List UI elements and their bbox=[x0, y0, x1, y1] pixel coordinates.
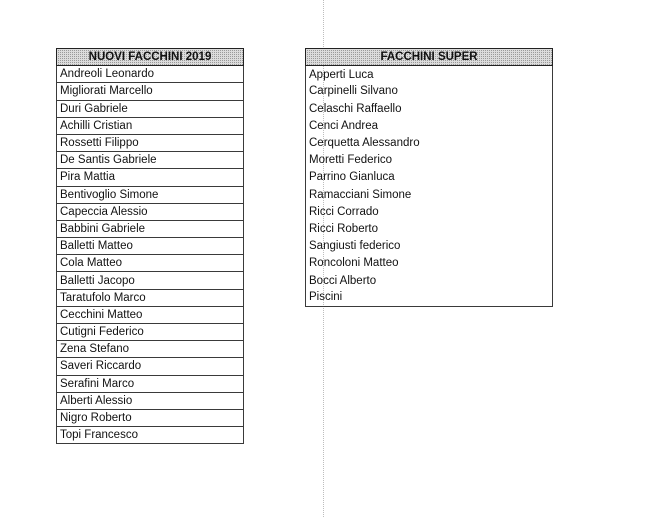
name-cell: Cerquetta Alessandro bbox=[306, 134, 553, 151]
name-cell: Parrino Gianluca bbox=[306, 169, 553, 186]
table-row bbox=[306, 238, 553, 255]
table-row bbox=[306, 220, 553, 237]
name-cell: Duri Gabriele bbox=[57, 100, 244, 117]
table-row bbox=[57, 220, 244, 237]
table-row bbox=[57, 427, 244, 444]
name-cell: Achilli Cristian bbox=[57, 117, 244, 134]
name-cell: Andreoli Leonardo bbox=[57, 66, 244, 83]
table-row bbox=[57, 117, 244, 134]
table-row bbox=[306, 289, 553, 306]
table-row bbox=[57, 375, 244, 392]
name-cell: Migliorati Marcello bbox=[57, 83, 244, 100]
table-row bbox=[306, 83, 553, 100]
table-row bbox=[57, 100, 244, 117]
name-cell: Balletti Jacopo bbox=[57, 272, 244, 289]
name-cell: Babbini Gabriele bbox=[57, 220, 244, 237]
name-cell: Ricci Roberto bbox=[306, 220, 553, 237]
table-row bbox=[57, 186, 244, 203]
table-row bbox=[306, 272, 553, 289]
table-row bbox=[57, 203, 244, 220]
name-cell: Celaschi Raffaello bbox=[306, 100, 553, 117]
name-cell: Balletti Matteo bbox=[57, 238, 244, 255]
table-row bbox=[57, 289, 244, 306]
name-cell: Serafini Marco bbox=[57, 375, 244, 392]
table-row bbox=[57, 358, 244, 375]
table-row bbox=[57, 134, 244, 151]
name-cell: Roncoloni Matteo bbox=[306, 255, 553, 272]
name-cell: Cola Matteo bbox=[57, 255, 244, 272]
name-cell: Moretti Federico bbox=[306, 152, 553, 169]
name-cell: Carpinelli Silvano bbox=[306, 83, 553, 100]
name-cell: Saveri Riccardo bbox=[57, 358, 244, 375]
name-cell: Bocci Alberto bbox=[306, 272, 553, 289]
table-row bbox=[306, 255, 553, 272]
table-row bbox=[57, 83, 244, 100]
name-cell: Ricci Corrado bbox=[306, 203, 553, 220]
name-cell: Sangiusti federico bbox=[306, 238, 553, 255]
name-cell: Pira Mattia bbox=[57, 169, 244, 186]
name-cell: Cecchini Matteo bbox=[57, 306, 244, 323]
table-row bbox=[306, 134, 553, 151]
table-row bbox=[306, 117, 553, 134]
table-row bbox=[57, 238, 244, 255]
table-row bbox=[57, 169, 244, 186]
name-cell: Zena Stefano bbox=[57, 341, 244, 358]
table-row bbox=[306, 169, 553, 186]
table-row bbox=[57, 152, 244, 169]
table-header: FACCHINI SUPER bbox=[306, 49, 553, 66]
table-row bbox=[57, 306, 244, 323]
table-row bbox=[306, 66, 553, 83]
name-cell: Taratufolo Marco bbox=[57, 289, 244, 306]
name-cell: Apperti Luca bbox=[306, 66, 553, 83]
table-header: NUOVI FACCHINI 2019 bbox=[57, 49, 244, 66]
table-row bbox=[57, 272, 244, 289]
name-cell: Ramacciani Simone bbox=[306, 186, 553, 203]
table-body bbox=[306, 66, 553, 307]
table-body bbox=[57, 66, 244, 444]
name-cell: Topi Francesco bbox=[57, 427, 244, 444]
table-row bbox=[57, 324, 244, 341]
table-row bbox=[306, 100, 553, 117]
table-header-row bbox=[57, 49, 244, 66]
table-row bbox=[306, 203, 553, 220]
table-row bbox=[57, 392, 244, 409]
name-cell: Rossetti Filippo bbox=[57, 134, 244, 151]
name-cell: Capeccia Alessio bbox=[57, 203, 244, 220]
table-row bbox=[57, 409, 244, 426]
name-cell: Nigro Roberto bbox=[57, 409, 244, 426]
facchini-super-table bbox=[305, 48, 553, 307]
name-cell: Bentivoglio Simone bbox=[57, 186, 244, 203]
table-row bbox=[57, 255, 244, 272]
nuovi-facchini-table bbox=[56, 48, 244, 444]
table-header-row bbox=[306, 49, 553, 66]
table-row bbox=[57, 341, 244, 358]
name-cell: De Santis Gabriele bbox=[57, 152, 244, 169]
table-row bbox=[306, 152, 553, 169]
table-row bbox=[306, 186, 553, 203]
name-cell: Alberti Alessio bbox=[57, 392, 244, 409]
name-cell: Piscini bbox=[306, 289, 553, 306]
name-cell: Cutigni Federico bbox=[57, 324, 244, 341]
name-cell: Cenci Andrea bbox=[306, 117, 553, 134]
table-row bbox=[57, 66, 244, 83]
